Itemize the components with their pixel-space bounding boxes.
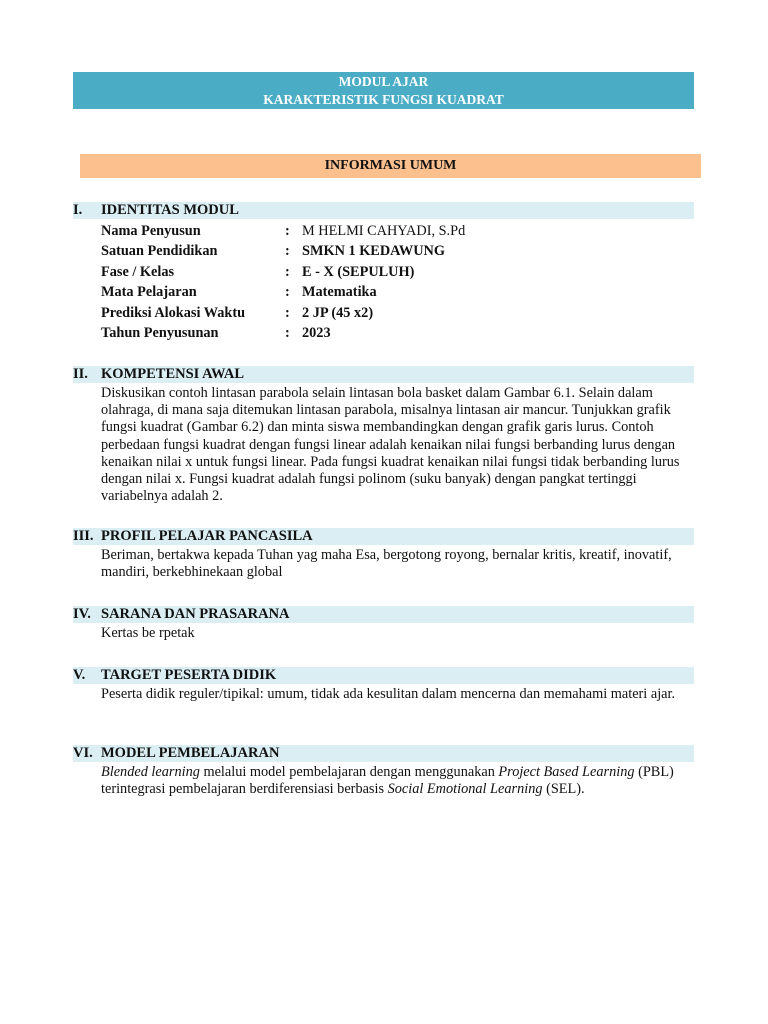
- identity-table: [101, 221, 694, 344]
- section-header: [73, 366, 694, 383]
- identity-value: Matematika: [302, 284, 377, 301]
- section-header: [73, 606, 694, 623]
- body-text: (SEL).: [542, 781, 585, 798]
- section-body: Diskusikan contoh lintasan parabola selain lintasan bola basket dalam Gambar 6.1. Selain dalam olahraga, di mana saja ditemukan lintasan parabola, misalnya lintasan air mancur. Tunjukkan grafik fungsi kuadrat (Gambar 6.2) dan minta siswa membandingkan dengan grafik garis lurus. Contoh perbedaan fungsi kuadrat dengan fungsi linear adalah kenaikan nilai fungsi berbanding lurus dengan kenaikan nilai x untuk fungsi linear. Pada fungsi kuadrat kenaikan nilai fungsi tidak berbanding lurus dengan nilai x. Fungsi kuadrat adalah fungsi polinom (suku banyak) dengan pangkat tertinggi variabelnya adalah 2.: [101, 385, 680, 505]
- info-umum-banner: [80, 154, 701, 178]
- identity-value: SMKN 1 KEDAWUNG: [302, 243, 445, 260]
- info-umum-title: INFORMASI UMUM: [324, 158, 457, 173]
- identity-colon: :: [285, 304, 290, 321]
- section-target: [73, 667, 694, 703]
- section-body: Peserta didik reguler/tipikal: umum, tidak ada kesulitan dalam mencerna dan memahami materi ajar.: [101, 686, 676, 702]
- identity-colon: :: [285, 222, 290, 239]
- section-body: Kertas be rpetak: [101, 625, 195, 641]
- identity-colon: :: [285, 284, 290, 301]
- section-body: [101, 764, 694, 798]
- identity-label: Tahun Penyusunan: [101, 325, 219, 342]
- identity-label: Nama Penyusun: [101, 222, 201, 239]
- identity-label: Mata Pelajaran: [101, 284, 197, 301]
- identity-value: 2023: [302, 325, 331, 342]
- identity-label: Prediksi Alokasi Waktu: [101, 304, 246, 321]
- identity-colon: :: [285, 263, 290, 280]
- section-identitas: [73, 202, 694, 344]
- section-title: MODEL PEMBELAJARAN: [101, 745, 280, 761]
- section-title: SARANA DAN PRASARANA: [101, 606, 290, 622]
- identity-row: [101, 324, 694, 345]
- section-number: I.: [73, 202, 83, 218]
- module-title-line1: MODUL AJAR: [338, 73, 429, 89]
- section-body: Beriman, bertakwa kepada Tuhan yag maha Esa, bergotong royong, bernalar kritis, kreatif, inovatif, mandiri, berkebhinekaan global: [101, 547, 672, 581]
- module-title-line2: KARAKTERISTIK FUNGSI KUADRAT: [263, 91, 504, 107]
- identity-value: 2 JP (45 x2): [302, 304, 374, 321]
- section-title: PROFIL PELAJAR PANCASILA: [101, 528, 313, 544]
- section-title: IDENTITAS MODUL: [101, 202, 239, 218]
- identity-label: Satuan Pendidikan: [101, 243, 218, 260]
- section-header: [73, 667, 694, 684]
- body-text: (PBL) terintegrasi pembelajaran berdiferensiasi berbasis: [101, 764, 674, 798]
- section-header: [73, 202, 694, 219]
- section-kompetensi: [73, 366, 694, 505]
- identity-label: Fase / Kelas: [101, 263, 175, 280]
- section-number: II.: [73, 366, 88, 382]
- section-number: V.: [73, 667, 86, 683]
- section-header: [73, 528, 694, 545]
- identity-value: M HELMI CAHYADI, S.Pd: [302, 222, 466, 239]
- section-sarana: [73, 606, 694, 642]
- identity-row: [101, 303, 694, 324]
- section-profil: [73, 528, 694, 581]
- identity-value: E - X (SEPULUH): [302, 263, 415, 280]
- identity-colon: :: [285, 243, 290, 260]
- section-title: TARGET PESERTA DIDIK: [101, 667, 277, 683]
- identity-colon: :: [285, 325, 290, 342]
- identity-row: [101, 221, 694, 242]
- body-text: melalui model pembelajaran dengan menggunakan: [199, 764, 499, 780]
- term-pbl: Project Based Learning: [498, 764, 635, 780]
- module-title-banner: [73, 72, 694, 109]
- term-sel: Social Emotional Learning: [387, 781, 543, 798]
- term-blended-learning: Blended learning: [101, 764, 200, 780]
- section-title: KOMPETENSI AWAL: [101, 366, 245, 382]
- section-number: IV.: [73, 606, 91, 622]
- section-number: VI.: [73, 745, 93, 761]
- section-model: [73, 745, 694, 798]
- section-number: III.: [73, 528, 94, 544]
- section-header: [73, 745, 694, 762]
- identity-row: [101, 242, 694, 263]
- identity-row: [101, 283, 694, 304]
- identity-row: [101, 262, 694, 283]
